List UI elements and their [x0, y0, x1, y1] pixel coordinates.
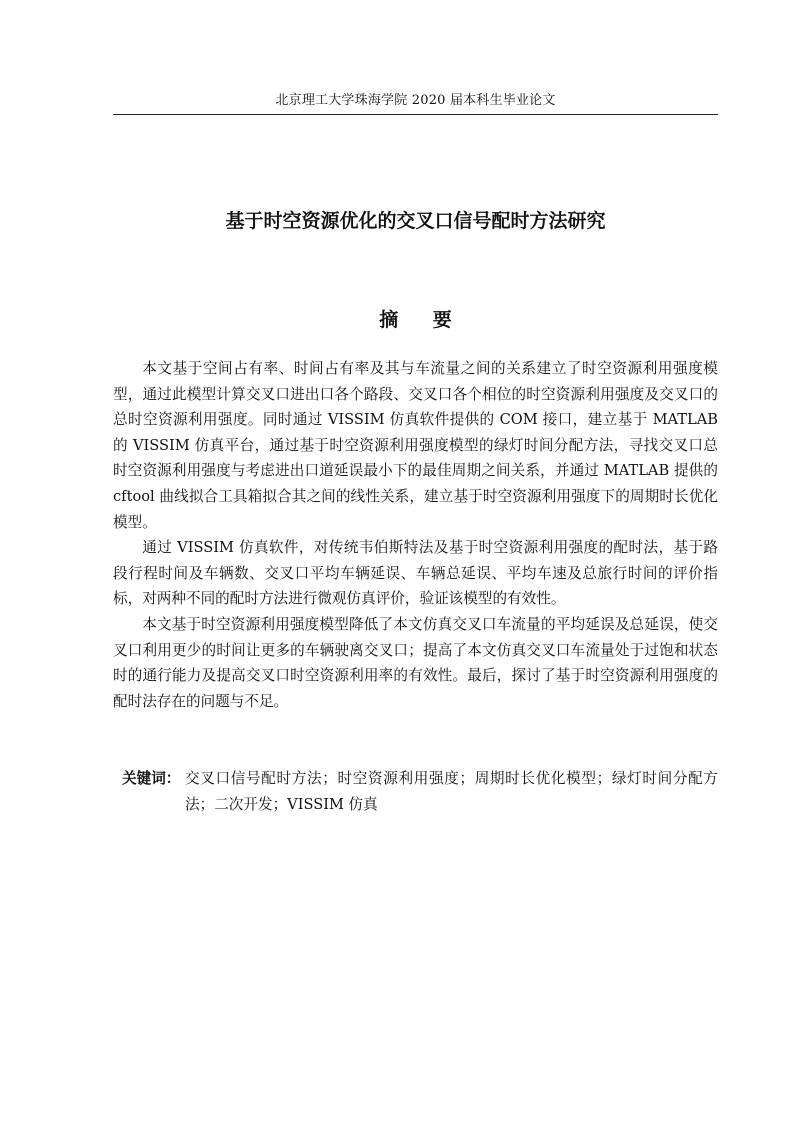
keywords-text: 交叉口信号配时方法；时空资源利用强度；周期时长优化模型；绿灯时间分配方法；二次开发；VISSIM 仿真 — [185, 770, 718, 813]
abstract-paragraph-2: 通过 VISSIM 仿真软件，对传统韦伯斯特法及基于时空资源利用强度的配时法，基于路段行程时间及车辆数、交叉口平均车辆延误、车辆总延误、平均车速及总旅行时间的评价指标，对两种不同的配时方法进行微观仿真评价，验证该模型的有效性。 — [113, 539, 718, 608]
abstract-body — [113, 356, 718, 714]
keywords-label: 关键词： — [122, 770, 181, 787]
keywords-block — [122, 766, 718, 818]
header-divider — [113, 114, 718, 115]
running-header: 北京理工大学珠海学院 2020 届本科生毕业论文 — [275, 93, 556, 108]
abstract-paragraph-3: 本文基于时空资源利用强度模型降低了本文仿真交叉口车流量的平均延误及总延误，使交叉口利用更少的时间让更多的车辆驶离交叉口；提高了本文仿真交叉口车流量处于过饱和状态时的通行能力及提高交叉口时空资源利用率的有效性。最后，探讨了基于时空资源利用强度的配时法存在的问题与不足。 — [113, 615, 718, 710]
abstract-heading: 摘 要 — [379, 309, 466, 331]
paper-title: 基于时空资源优化的交叉口信号配时方法研究 — [225, 210, 606, 232]
abstract-paragraph-1: 本文基于空间占有率、时间占有率及其与车流量之间的关系建立了时空资源利用强度模型，通过此模型计算交叉口进出口各个路段、交叉口各个相位的时空资源利用强度及交叉口的总时空资源利用强度。同时通过 VISSIM 仿真软件提供的 COM 接口，建立基于 MATLAB 的 VISSIM 仿真平台，通过基于时空资源利用强度模型的绿灯时间分配方法，寻找交叉口总时空资源利用强度与考虑进出口道延误最小下的最佳周期之间关系，并通过 MATLAB 提供的 cftool 曲线拟合工具箱拟合其之间的线性关系，建立基于时空资源利用强度下的周期时长优化模型。 — [113, 360, 718, 531]
